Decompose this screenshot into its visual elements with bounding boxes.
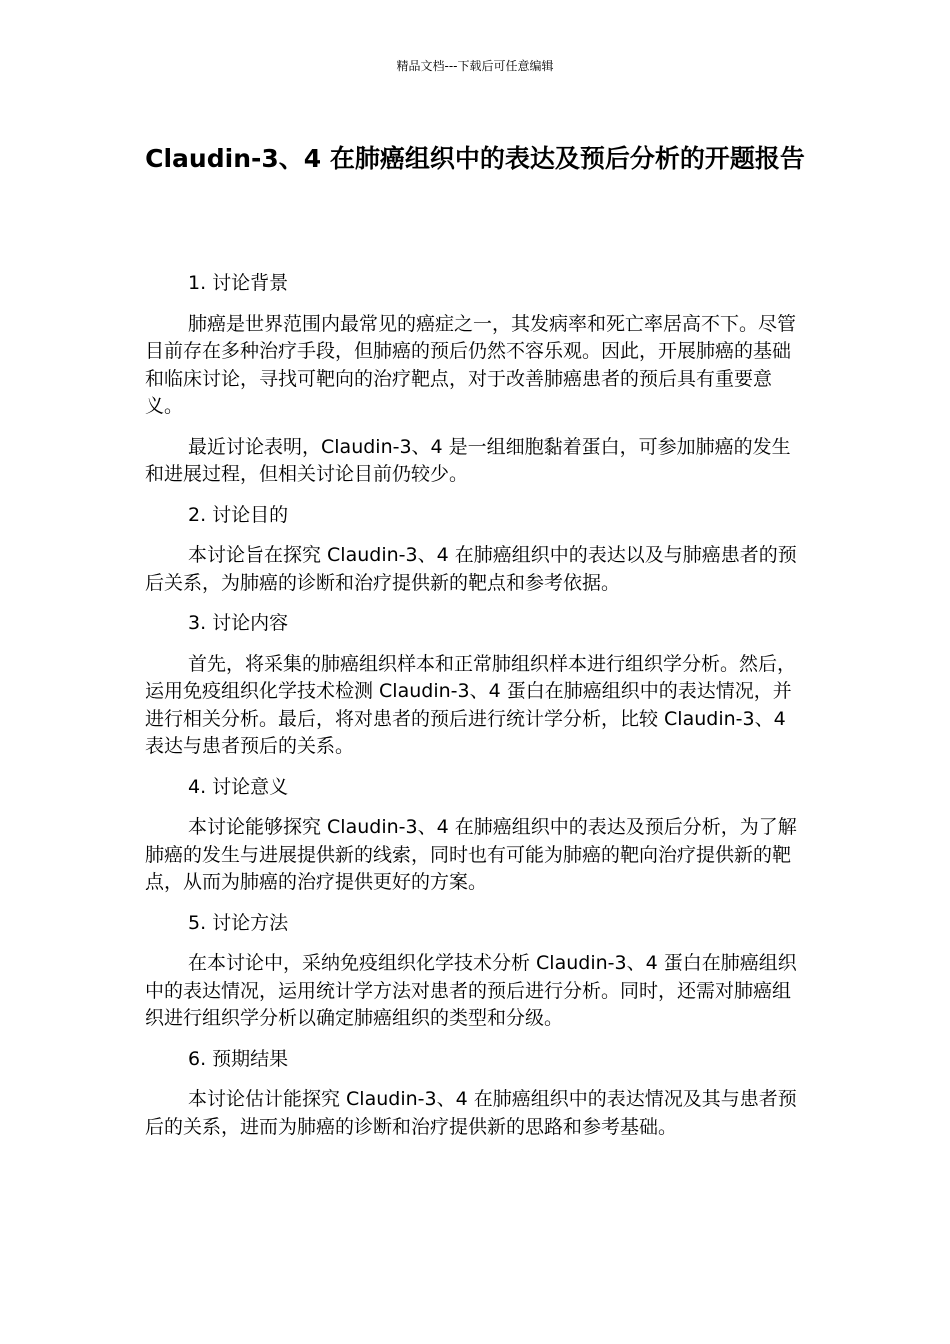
paragraph: 首先，将采集的肺癌组织样本和正常肺组织样本进行组织学分析。然后，运用免疫组织化学技术检测 Claudin-3、4 蛋白在肺癌组织中的表达情况，并进行相关分析。最后，将对患者的预后进行统计学分析，比较 Claudin-3、4 表达与患者预后的关系。 [145,652,797,757]
page-header: 精品文档---下载后可任意编辑 [396,59,554,73]
section-heading: 4. 讨论意义 [188,775,289,798]
section-background [145,270,809,489]
document-body [145,270,809,1154]
section-significance [145,774,809,897]
section-expected-results [145,1046,809,1142]
paragraph: 本讨论能够探究 Claudin-3、4 在肺癌组织中的表达及预后分析，为了解肺癌的发生与进展提供新的线索，同时也有可能为肺癌的靶向治疗提供新的靶点，从而为肺癌的治疗提供更好的方案。 [145,816,797,893]
section-heading: 5. 讨论方法 [188,911,289,934]
paragraph: 在本讨论中，采纳免疫组织化学技术分析 Claudin-3、4 蛋白在肺癌组织中的表达情况，运用统计学方法对患者的预后进行分析。同时，还需对肺癌组织进行组织学分析以确定肺癌组织的类型和分级。 [145,952,797,1029]
paragraph: 最近讨论表明，Claudin-3、4 是一组细胞黏着蛋白，可参加肺癌的发生和进展过程，但相关讨论目前仍较少。 [145,435,791,485]
paragraph: 本讨论旨在探究 Claudin-3、4 在肺癌组织中的表达以及与肺癌患者的预后关系，为肺癌的诊断和治疗提供新的靶点和参考依据。 [145,544,797,594]
section-content [145,610,809,761]
section-heading: 1. 讨论背景 [188,272,289,294]
paragraph: 本讨论估计能探究 Claudin-3、4 在肺癌组织中的表达情况及其与患者预后的关系，进而为肺癌的诊断和治疗提供新的思路和参考基础。 [145,1088,797,1138]
paragraph: 肺癌是世界范围内最常见的癌症之一，其发病率和死亡率居高不下。尽管目前存在多种治疗手段，但肺癌的预后仍然不容乐观。因此，开展肺癌的基础和临床讨论，寻找可靶向的治疗靶点，对于改善肺癌患者的预后具有重要意义。 [145,312,797,417]
section-heading: 2. 讨论目的 [188,503,289,526]
section-heading: 6. 预期结果 [188,1047,289,1070]
section-methods [145,910,809,1033]
section-heading: 3. 讨论内容 [188,612,289,634]
document-title: Claudin-3、4 在肺癌组织中的表达及预后分析的开题报告 [145,144,805,173]
section-objective [145,502,809,598]
